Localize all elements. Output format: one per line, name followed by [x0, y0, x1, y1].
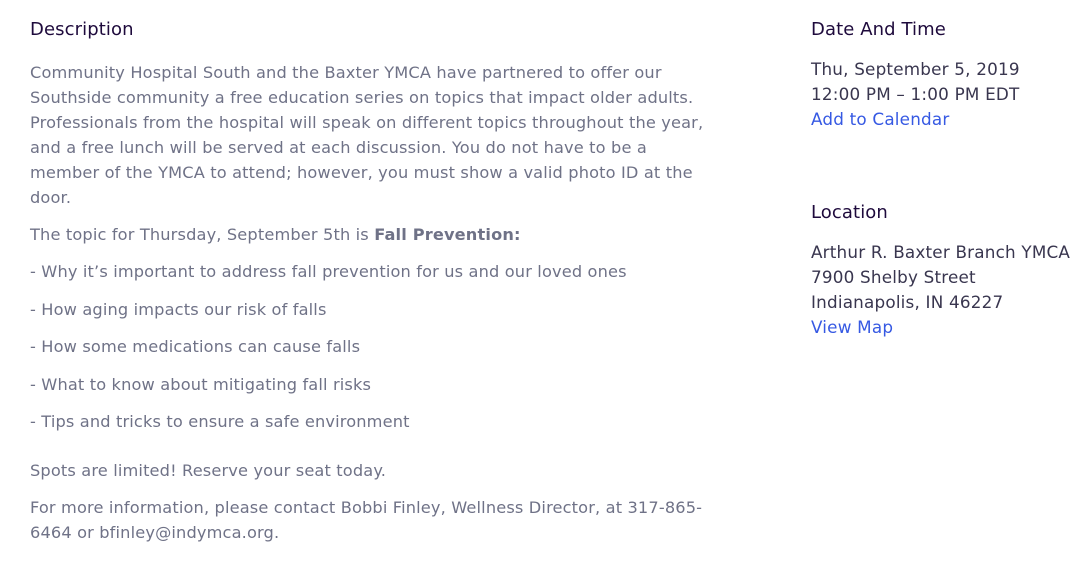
topic-bullet: - How aging impacts our risk of falls	[30, 299, 327, 319]
venue-city: Indianapolis, IN 46227	[811, 292, 1004, 312]
contact-info-text: For more information, please contact Bobbi Finley, Wellness Director, at 317-865-6464 or bfinley@indymca.org.	[30, 498, 703, 542]
event-details-sidebar	[811, 18, 1086, 409]
topic-line	[30, 222, 710, 247]
description-heading: Description	[30, 19, 134, 40]
description-intro: Community Hospital South and the Baxter YMCA have partnered to offer our Southside community a free education series on topics that impact older adults. Professionals from the hospital will speak on different topics throughout the year, and a free lunch will be served at each discussion. You do not have to be a member of the YMCA to attend; however, you must show a valid photo ID at the door.	[30, 63, 704, 207]
event-time: 12:00 PM – 1:00 PM EDT	[811, 84, 1020, 104]
date-time-block	[811, 18, 1086, 132]
spots-limited-text: Spots are limited! Reserve your seat today.	[30, 461, 387, 480]
event-date: Thu, September 5, 2019	[811, 59, 1020, 79]
topic-bullet: - How some medications can cause falls	[30, 337, 361, 356]
topic-bullet: - Why it’s important to address fall prevention for us and our loved ones	[30, 262, 627, 281]
location-heading: Location	[811, 202, 888, 223]
date-time-heading: Date And Time	[811, 19, 946, 40]
topic-bullet: - What to know about mitigating fall risks	[30, 374, 372, 394]
description-section	[30, 18, 710, 545]
topic-prefix: The topic for Thursday, September 5th is	[30, 225, 375, 244]
add-to-calendar-link[interactable]: Add to Calendar	[811, 109, 950, 129]
topic-title: Fall Prevention:	[374, 225, 521, 244]
view-map-link[interactable]: View Map	[811, 317, 894, 337]
location-block	[811, 201, 1086, 340]
venue-street: 7900 Shelby Street	[811, 267, 976, 287]
topic-bullet: - Tips and tricks to ensure a safe environment	[30, 412, 410, 431]
venue-name: Arthur R. Baxter Branch YMCA	[811, 242, 1071, 262]
